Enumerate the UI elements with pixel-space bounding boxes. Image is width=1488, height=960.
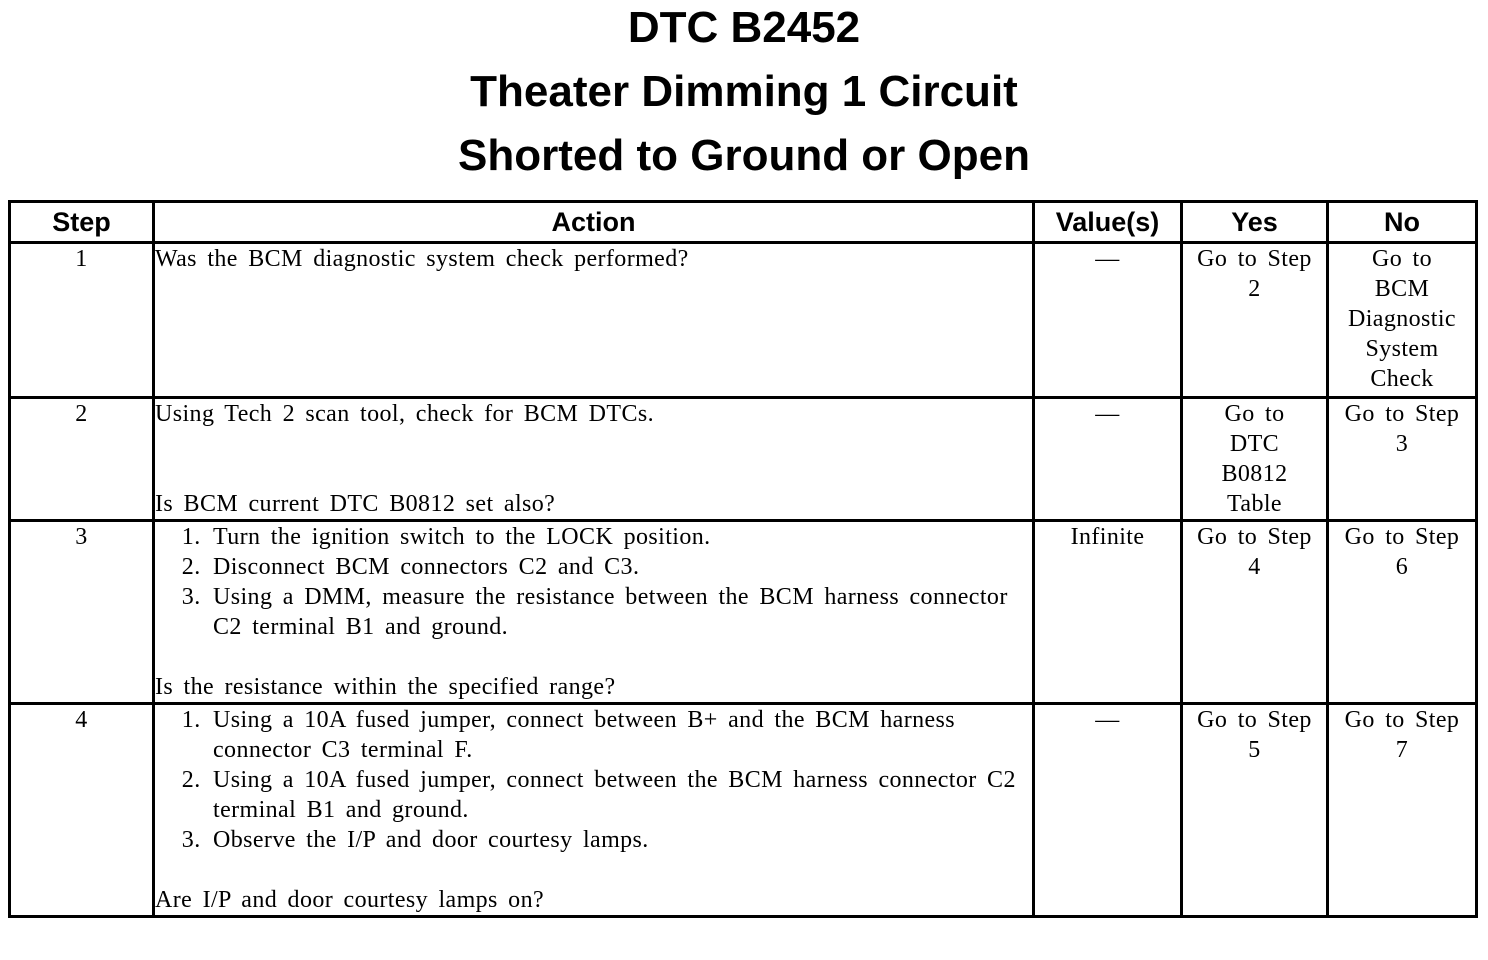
value-cell: Infinite (1034, 521, 1182, 704)
no-line: Go to (1372, 246, 1432, 272)
action-question: Are I/P and door courtesy lamps on? (155, 887, 545, 913)
value-cell: — (1034, 398, 1182, 521)
action-list-item: 3. Using a DMM, measure the resistance between the BCM harness connector C2 terminal B1 and ground. (211, 582, 1032, 642)
no-line: 3 (1395, 431, 1409, 457)
table-row (10, 243, 1477, 398)
diagnostic-table (8, 200, 1478, 918)
yes-line: 5 (1248, 737, 1261, 763)
action-question: Is the resistance within the specified range? (155, 674, 616, 700)
step-number: 1 (10, 243, 154, 398)
no-line: Go to Step (1344, 707, 1460, 733)
no-line: 6 (1395, 554, 1409, 580)
action-list (155, 522, 1032, 642)
yes-cell (1182, 398, 1328, 521)
no-line: Go to Step (1344, 524, 1460, 550)
yes-cell (1182, 521, 1328, 704)
yes-line: Table (1227, 491, 1282, 517)
value-cell: — (1034, 704, 1182, 917)
page-title-code: DTC B2452 (627, 3, 861, 52)
action-list (155, 705, 1032, 855)
table-header-row (10, 202, 1477, 243)
no-cell (1328, 704, 1477, 917)
header-action: Action (154, 202, 1034, 243)
no-cell (1328, 398, 1477, 521)
action-list-item: 2. Disconnect BCM connectors C2 and C3. (211, 552, 1032, 582)
action-cell (154, 704, 1034, 917)
step-number: 2 (10, 398, 154, 521)
action-instruction: Using Tech 2 scan tool, check for BCM DTCs. (155, 401, 655, 427)
value-cell: — (1034, 243, 1182, 398)
yes-line: Go to (1224, 401, 1285, 427)
no-cell (1328, 243, 1477, 398)
action-cell (154, 398, 1034, 521)
yes-line: Go to Step (1197, 707, 1312, 733)
table-row (10, 398, 1477, 521)
action-question: Was the BCM diagnostic system check performed? (155, 246, 689, 272)
table-row (10, 521, 1477, 704)
action-cell (154, 521, 1034, 704)
step-number: 3 (10, 521, 154, 704)
yes-line: Go to Step (1197, 246, 1312, 272)
action-cell (154, 243, 1034, 398)
no-line: Diagnostic (1348, 306, 1456, 332)
action-list-item: 3. Observe the I/P and door courtesy lamps. (211, 825, 1032, 855)
header-step: Step (10, 202, 154, 243)
yes-cell (1182, 704, 1328, 917)
header-values: Value(s) (1034, 202, 1182, 243)
header-no: No (1328, 202, 1477, 243)
no-line: 7 (1395, 737, 1409, 763)
yes-cell (1182, 243, 1328, 398)
yes-line: Go to Step (1197, 524, 1312, 550)
page-title-circuit: Theater Dimming 1 Circuit (470, 67, 1018, 116)
no-line: Check (1370, 366, 1434, 392)
header-yes: Yes (1182, 202, 1328, 243)
table-row (10, 704, 1477, 917)
yes-line: 2 (1248, 276, 1261, 302)
action-list-item: 2. Using a 10A fused jumper, connect between the BCM harness connector C2 terminal B1 and ground. (211, 765, 1032, 825)
action-list-item: 1. Using a 10A fused jumper, connect between B+ and the BCM harness connector C3 terminal F. (211, 705, 1032, 765)
no-line: Go to Step (1344, 401, 1460, 427)
no-cell (1328, 521, 1477, 704)
yes-line: 4 (1248, 554, 1261, 580)
action-list-item: 1. Turn the ignition switch to the LOCK position. (211, 522, 1032, 552)
no-line: System (1365, 336, 1439, 362)
yes-line: DTC (1229, 431, 1280, 457)
step-number: 4 (10, 704, 154, 917)
page-title-condition: Shorted to Ground or Open (458, 131, 1030, 180)
no-line: BCM (1374, 276, 1430, 302)
action-question: Is BCM current DTC B0812 set also? (155, 491, 556, 517)
yes-line: B0812 (1221, 461, 1288, 487)
